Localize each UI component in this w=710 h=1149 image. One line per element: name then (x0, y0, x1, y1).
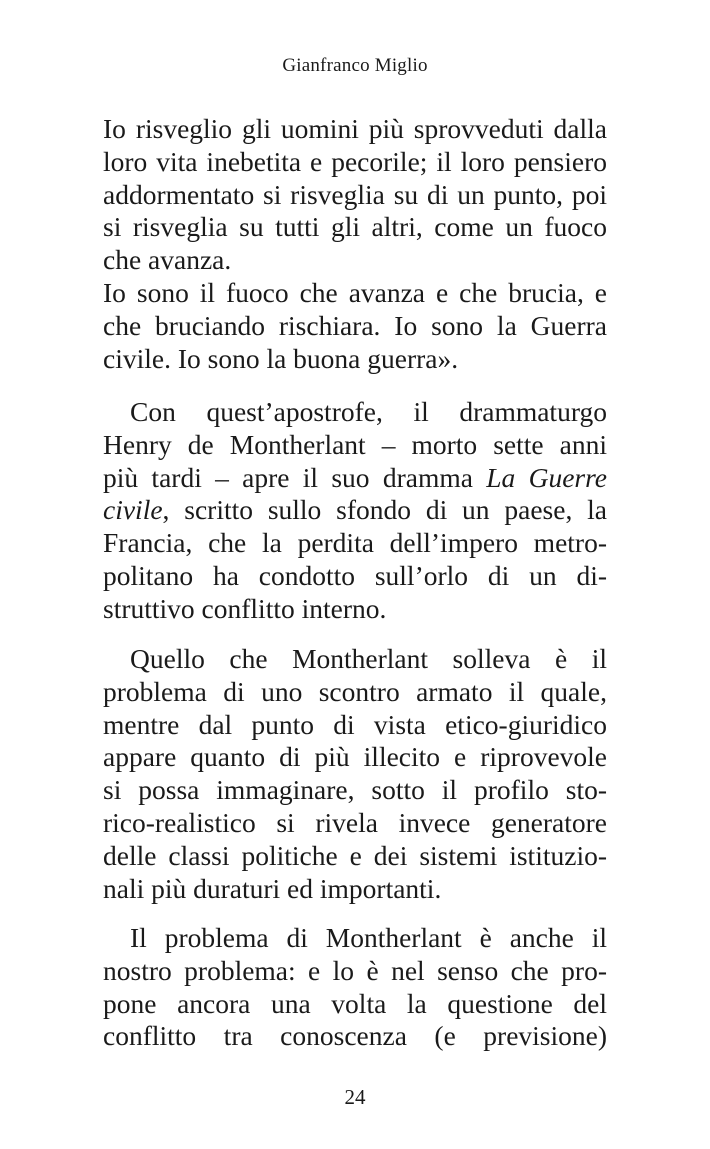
text-line: pone ancora una volta la questione del (103, 987, 607, 1019)
text-line: mentre dal punto di vista etico-giuridico (103, 708, 607, 740)
quote-block (103, 113, 607, 375)
text-line: rico-realistico si rivela invece generatore (103, 806, 607, 838)
text-line (103, 462, 607, 495)
italic-title: civile (103, 494, 163, 526)
text-run: più tardi – apre il suo dramma (103, 461, 487, 493)
text-line: loro vita inebetita e pecorile; il loro pensiero (103, 145, 607, 177)
paragraph-1 (103, 396, 607, 626)
text-line: Io sono il fuoco che avanza e che brucia, e (103, 276, 607, 308)
text-line: nali più duraturi ed importanti. (103, 872, 442, 904)
text-line: delle classi politiche e dei sistemi istituzio- (103, 839, 607, 871)
text-line: nostro problema: e lo è nel senso che pro- (103, 954, 607, 986)
text-line: Francia, che la perdita dell’impero metro- (103, 527, 607, 559)
text-line: civile. Io sono la buona guerra». (103, 342, 459, 374)
paragraph-3 (103, 922, 607, 1053)
text-line: Con quest’apostrofe, il drammaturgo (130, 396, 607, 427)
page-number: 24 (344, 1085, 366, 1109)
text-line: struttivo conflitto interno. (103, 592, 387, 624)
text-line: Io risveglio gli uomini più sprovveduti dalla (103, 113, 607, 144)
text-line: Il problema di Montherlant è anche il (130, 922, 607, 953)
text-line: Henry de Montherlant – morto sette anni (103, 428, 607, 460)
running-head: Gianfranco Miglio (282, 55, 428, 76)
text-line: si possa immaginare, sotto il profilo sto- (103, 774, 607, 806)
paragraph-2 (103, 643, 607, 905)
text-line: conflitto tra conoscenza (e previsione) (103, 1020, 607, 1052)
text-line (103, 494, 607, 527)
text-line: che avanza. (103, 244, 232, 276)
text-line: che bruciando rischiara. Io sono la Guerra (103, 309, 607, 341)
text-line: addormentato si risveglia su di un punto, poi (103, 178, 607, 210)
text-line: problema di uno scontro armato il quale, (103, 675, 607, 707)
text-line: appare quanto di più illecito e riprovevole (103, 741, 607, 773)
italic-title: La Guerre (486, 461, 608, 493)
text-line: Quello che Montherlant solleva è il (130, 643, 607, 674)
text-run: , scritto sullo sfondo di un paese, la (162, 494, 607, 526)
text-line: politano ha condotto sull’orlo di un di- (103, 559, 607, 591)
text-line: si risveglia su tutti gli altri, come un fuoco (103, 211, 607, 243)
